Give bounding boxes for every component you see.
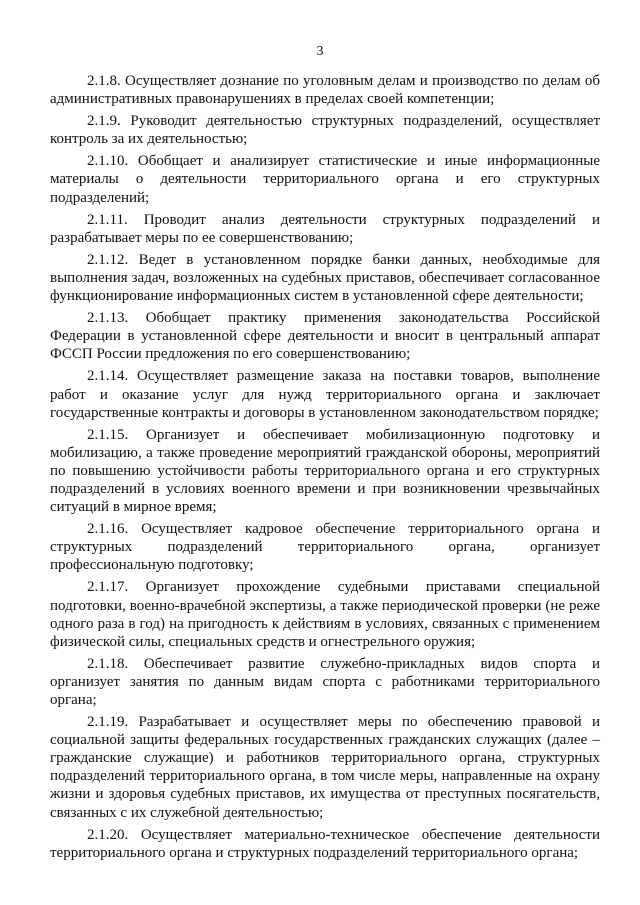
paragraph-2-1-20: 2.1.20. Осуществляет материально-техническое обеспечение деятельности территориального органа и структурных подразделений территориального органа; [50, 826, 600, 861]
paragraph-2-1-17: 2.1.17. Организует прохождение судебными приставами специальной подготовки, военно-врачебной экспертизы, а также периодической проверки (не реже одного раза в год) на пригодность к действиям в условиях, связанных с применением физической силы, специальных средств и огнестрельного оружия; [50, 579, 600, 650]
paragraph-2-1-15: 2.1.15. Организует и обеспечивает мобилизационную подготовку и мобилизацию, а также проведение мероприятий гражданской обороны, мероприятий по повышению устойчивости работы территориального органа и его структурных подразделений в условиях военного времени и при возникновении чрезвычайных ситуаций в мирное время; [50, 426, 600, 516]
paragraph-2-1-11: 2.1.11. Проводит анализ деятельности структурных подразделений и разрабатывает меры по ее совершенствованию; [50, 211, 600, 246]
document-body [50, 72, 600, 862]
paragraph-2-1-16: 2.1.16. Осуществляет кадровое обеспечение территориального органа и структурных подразделений территориального органа, организует профессиональную подготовку; [50, 521, 600, 574]
paragraph-2-1-13: 2.1.13. Обобщает практику применения законодательства Российской Федерации в установленной сфере деятельности и вносит в центральный аппарат ФССП России предложения по его совершенствованию; [50, 310, 600, 363]
paragraph-2-1-8: 2.1.8. Осуществляет дознание по уголовным делам и производство по делам об административных правонарушениях в пределах своей компетенции; [50, 73, 600, 108]
paragraph-2-1-14: 2.1.14. Осуществляет размещение заказа на поставки товаров, выполнение работ и оказание услуг для нужд территориального органа и заключает государственные контракты и договоры в установленном законодательством порядке; [50, 368, 600, 421]
paragraph-2-1-12: 2.1.12. Ведет в установленном порядке банки данных, необходимые для выполнения задач, возложенных на судебных приставов, обеспечивает согласованное функционирование информационных систем в установленной сфере деятельности; [50, 251, 600, 305]
paragraph-2-1-10: 2.1.10. Обобщает и анализирует статистические и иные информационные материалы о деятельности территориального органа и его структурных подразделений; [50, 153, 600, 206]
paragraph-2-1-19: 2.1.19. Разрабатывает и осуществляет меры по обеспечению правовой и социальной защиты федеральных государственных гражданских служащих (далее – гражданские служащие) и работников территориального органа, структурных подразделений территориального органа, в том числе меры, направленные на охрану жизни и здоровья судебных приставов, их имущества от преступных посягательств, связанных с их служебной деятельностью; [50, 714, 600, 821]
page-number: 3 [316, 44, 324, 59]
paragraph-2-1-18: 2.1.18. Обеспечивает развитие служебно-прикладных видов спорта и организует занятия по данным видам спорта с работниками территориального органа; [50, 655, 600, 708]
paragraph-2-1-9: 2.1.9. Руководит деятельностью структурных подразделений, осуществляет контроль за их деятельностью; [50, 113, 600, 148]
